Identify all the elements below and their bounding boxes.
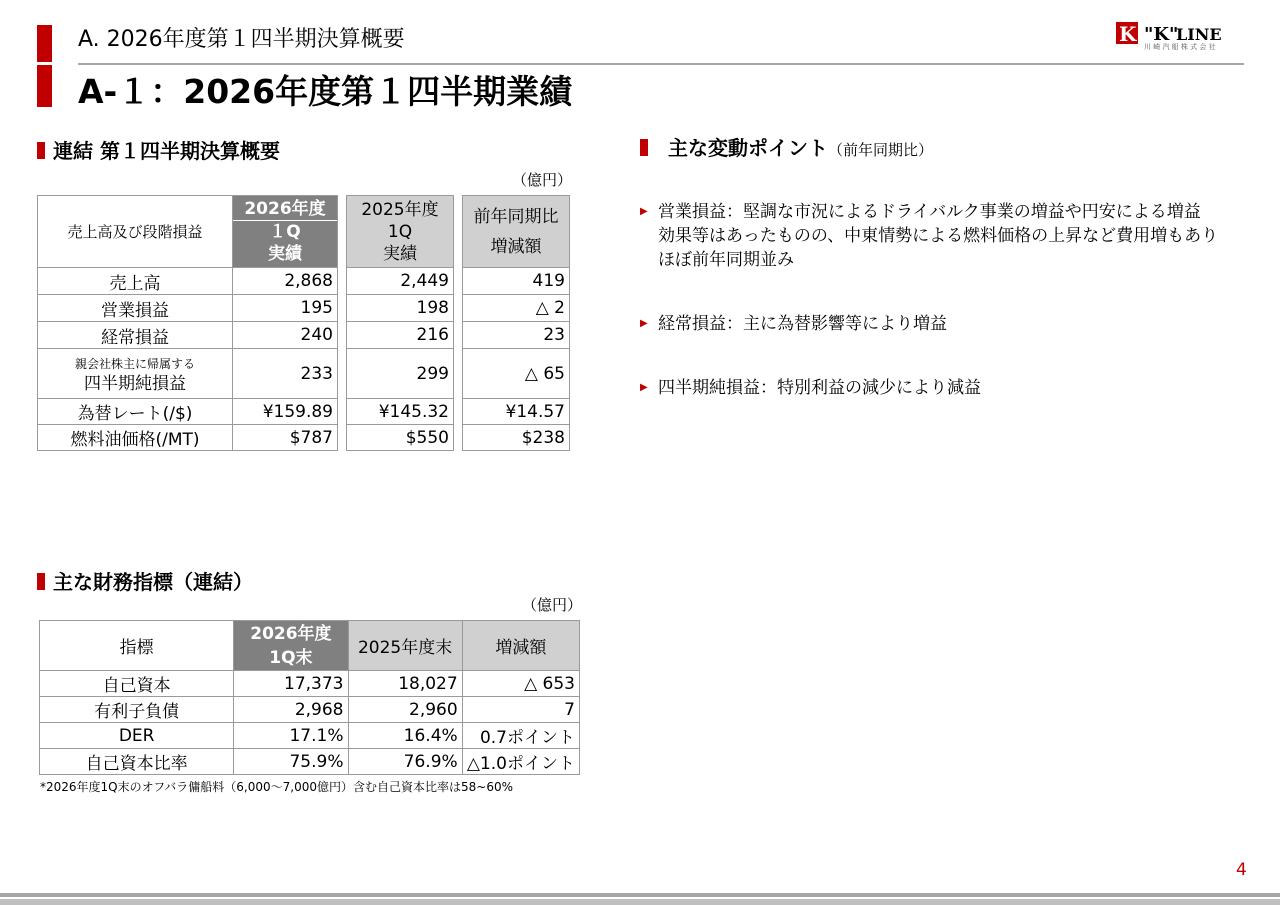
indicators-table <box>39 620 580 775</box>
header-accent-bar <box>37 25 52 107</box>
summary-heading <box>37 137 280 165</box>
point-line: 効果等はあったものの、中東情勢による燃料価格の上昇など費用増もあり <box>658 226 1219 246</box>
footer-band <box>0 899 1280 905</box>
indicators-heading <box>37 568 253 596</box>
column-gap <box>454 349 463 399</box>
summary-header-previous-year: 2025年度 <box>361 199 439 220</box>
summary-header-previous-actual: 実績 <box>383 243 417 264</box>
column-gap <box>338 268 347 295</box>
table-row <box>38 425 570 451</box>
point-line: ほぼ前年同期並み <box>658 250 794 270</box>
point-line: 経常損益：主に為替影響等により増益 <box>658 314 947 334</box>
previous-value: $550 <box>347 425 454 451</box>
point-line: 営業損益：堅調な市況によるドライバルク事業の増益や円安による増益 <box>658 202 1201 222</box>
table-row <box>38 349 570 399</box>
column-gap <box>454 268 463 295</box>
diff-value: △1.0ポイント <box>462 749 579 775</box>
row-label: 売上高 <box>38 268 233 295</box>
bullet-triangle-icon: ▶ <box>640 318 648 329</box>
previous-value: 76.9% <box>348 749 462 775</box>
points-heading-note: （前年同期比） <box>828 141 934 159</box>
diff-value: 0.7ポイント <box>462 723 579 749</box>
summary-header-previous <box>347 196 454 268</box>
diff-value: △ 653 <box>462 671 579 697</box>
row-label: 燃料油価格(/MT) <box>38 425 233 451</box>
table-row <box>40 697 580 723</box>
points-heading <box>640 134 933 164</box>
previous-value: ¥145.32 <box>347 399 454 425</box>
row-label: 為替レート(/$) <box>38 399 233 425</box>
row-label: 自己資本 <box>40 671 234 697</box>
summary-header-diff-amount: 増減額 <box>490 236 542 257</box>
current-value: $787 <box>233 425 338 451</box>
footnote: *2026年度1Q末のオフバラ傭船料（6,000～7,000億円）含む自己資本比率は58~60% <box>40 780 514 794</box>
page-title: A-１：2026年度第１四半期業績 <box>78 72 573 111</box>
summary-unit: （億円） <box>512 171 573 189</box>
section-marker <box>37 573 45 590</box>
table-row <box>40 749 580 775</box>
column-gap <box>454 196 463 268</box>
table-row <box>38 268 570 295</box>
company-logo <box>1116 20 1244 50</box>
current-value: 2,968 <box>234 697 348 723</box>
header-accent-gap <box>37 62 52 65</box>
svg-text:K: K <box>1119 22 1137 46</box>
indicators-header-previous: 2025年度末 <box>348 621 462 671</box>
row-label: 経常損益 <box>38 322 233 349</box>
indicators-unit: （億円） <box>522 596 583 614</box>
point-line: 四半期純損益：特別利益の減少により減益 <box>658 378 981 398</box>
column-gap <box>338 322 347 349</box>
current-value: 233 <box>233 349 338 399</box>
table-row <box>38 295 570 322</box>
column-gap <box>454 425 463 451</box>
column-gap <box>454 322 463 349</box>
summary-header-diff <box>463 196 570 268</box>
table-row <box>40 671 580 697</box>
current-value: 75.9% <box>234 749 348 775</box>
indicators-header-current-year: 2026年度 <box>250 623 332 644</box>
column-gap <box>454 399 463 425</box>
previous-value: 216 <box>347 322 454 349</box>
previous-value: 16.4% <box>348 723 462 749</box>
diff-value: $238 <box>463 425 570 451</box>
row-label: DER <box>40 723 234 749</box>
indicators-header-label: 指標 <box>40 621 234 671</box>
previous-value: 2,449 <box>347 268 454 295</box>
bullet-triangle-icon: ▶ <box>640 206 648 217</box>
row-label-main: 四半期純損益 <box>84 373 186 394</box>
summary-header-current-quarter: １Q <box>269 222 301 242</box>
indicators-header-current-period: 1Q末 <box>269 647 313 668</box>
column-gap <box>338 399 347 425</box>
current-value: ¥159.89 <box>233 399 338 425</box>
current-value: 240 <box>233 322 338 349</box>
points-list <box>640 200 1240 440</box>
row-label <box>38 349 233 399</box>
current-value: 2,868 <box>233 268 338 295</box>
row-label: 有利子負債 <box>40 697 234 723</box>
current-value: 17.1% <box>234 723 348 749</box>
svg-text:"K": "K" <box>1144 24 1179 45</box>
summary-header-label: 売上高及び段階損益 <box>38 196 233 268</box>
svg-text:LINE: LINE <box>1176 25 1222 44</box>
list-item <box>640 200 1240 272</box>
diff-value: 23 <box>463 322 570 349</box>
section-marker <box>37 142 45 159</box>
previous-value: 18,027 <box>348 671 462 697</box>
diff-value: 419 <box>463 268 570 295</box>
diff-value: △ 65 <box>463 349 570 399</box>
list-item <box>640 376 1240 400</box>
column-gap <box>338 349 347 399</box>
footer-line <box>0 893 1280 897</box>
section-subtitle: A. 2026年度第１四半期決算概要 <box>78 27 405 52</box>
summary-header-current <box>233 196 338 268</box>
previous-value: 299 <box>347 349 454 399</box>
section-marker <box>640 139 648 156</box>
indicators-header-diff: 増減額 <box>462 621 579 671</box>
column-gap <box>338 425 347 451</box>
current-value: 195 <box>233 295 338 322</box>
summary-table <box>37 195 570 451</box>
page-number: 4 <box>1236 860 1247 880</box>
column-gap <box>454 295 463 322</box>
list-item <box>640 312 1240 336</box>
table-row <box>40 723 580 749</box>
points-heading-text: 主な変動ポイント <box>668 136 828 160</box>
row-label: 営業損益 <box>38 295 233 322</box>
indicators-heading-text: 主な財務指標（連結） <box>53 570 253 594</box>
bullet-triangle-icon: ▶ <box>640 382 648 393</box>
diff-value: ¥14.57 <box>463 399 570 425</box>
summary-header-current-year: 2026年度 <box>233 198 337 221</box>
summary-header-current-actual: 実績 <box>268 244 302 264</box>
diff-value: △ 2 <box>463 295 570 322</box>
table-row <box>38 322 570 349</box>
previous-value: 198 <box>347 295 454 322</box>
previous-value: 2,960 <box>348 697 462 723</box>
row-label-qualifier: 親会社株主に帰属する <box>74 356 195 371</box>
svg-text:川 崎 汽 船 株 式 会 社: 川 崎 汽 船 株 式 会 社 <box>1144 43 1216 50</box>
indicators-header-current <box>234 621 348 671</box>
summary-header-diff-title: 前年同期比 <box>473 206 559 227</box>
diff-value: 7 <box>462 697 579 723</box>
header-divider <box>78 63 1244 65</box>
table-row <box>38 399 570 425</box>
summary-header-previous-quarter: 1Q <box>387 221 413 242</box>
column-gap <box>338 196 347 268</box>
column-gap <box>338 295 347 322</box>
summary-heading-text: 連結 第１四半期決算概要 <box>53 139 280 163</box>
current-value: 17,373 <box>234 671 348 697</box>
row-label: 自己資本比率 <box>40 749 234 775</box>
